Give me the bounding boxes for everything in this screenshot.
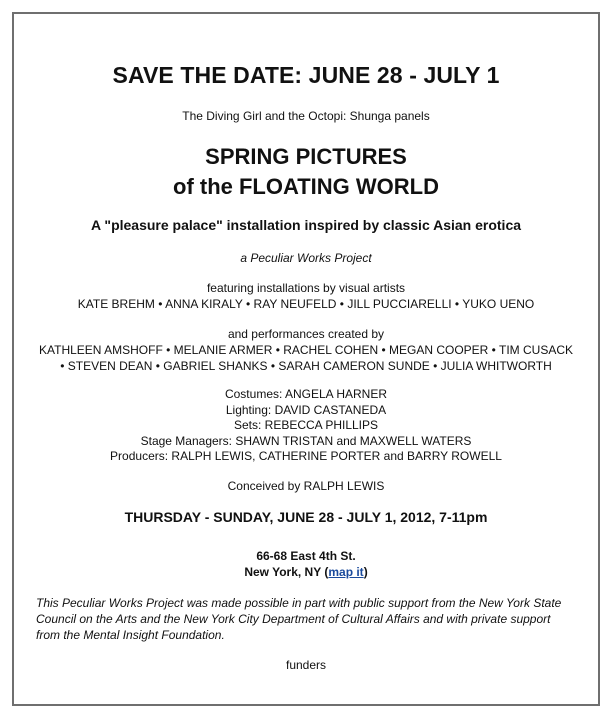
- page-frame: [12, 12, 600, 706]
- credit-sets: Sets: REBECCA PHILLIPS: [233, 418, 379, 432]
- credit-costumes: Costumes: ANGELA HARNER: [224, 387, 388, 401]
- project-label: a Peculiar Works Project: [240, 251, 372, 265]
- event-title-line-1: SPRING PICTURES: [205, 144, 407, 169]
- performance-creators: KATHLEEN AMSHOFF • MELANIE ARMER • RACHEL COHEN • MEGAN COOPER • TIM CUSACK • STEVEN DEAN • GABRIEL SHANKS • SARAH CAMERON SUNDE • JULIA WHITWORTH: [39, 343, 573, 373]
- event-title-line-2: of the FLOATING WORLD: [173, 174, 439, 199]
- installations-intro: featuring installations by visual artists: [206, 281, 406, 295]
- credit-stage-managers: Stage Managers: SHAWN TRISTAN and MAXWELL WATERS: [140, 433, 472, 448]
- map-it-link[interactable]: map it: [328, 564, 364, 579]
- address-city: New York, NY (: [244, 564, 329, 579]
- tagline: A "pleasure palace" installation inspired by classic Asian erotica: [90, 217, 522, 233]
- event-dates: THURSDAY - SUNDAY, JUNE 28 - JULY 1, 2012, 7-11pm: [124, 508, 488, 525]
- performances-intro: and performances created by: [227, 327, 385, 341]
- installations-section: [36, 280, 576, 312]
- event-title: [36, 142, 576, 202]
- address-close-paren: ): [363, 564, 368, 579]
- performances-section: [36, 326, 576, 374]
- installation-artists: KATE BREHM • ANNA KIRALY • RAY NEUFELD • JILL PUCCIARELLI • YUKO UENO: [77, 297, 535, 311]
- content-area: [14, 14, 598, 704]
- credits-list: [36, 387, 576, 465]
- venue-address: [36, 548, 576, 580]
- credit-lighting: Lighting: DAVID CASTANEDA: [225, 402, 387, 417]
- address-city-line: [36, 564, 576, 580]
- address-street: 66-68 East 4th St.: [256, 548, 356, 563]
- credit-producers: Producers: RALPH LEWIS, CATHERINE PORTER and BARRY ROWELL: [110, 449, 502, 463]
- save-the-date-headline: SAVE THE DATE: JUNE 28 - JULY 1: [112, 62, 500, 88]
- subtitle: The Diving Girl and the Octopi: Shunga panels: [182, 109, 430, 123]
- conceived-by: Conceived by RALPH LEWIS: [227, 478, 385, 493]
- support-statement: This Peculiar Works Project was made possible in part with public support from the New York State Council on the Arts and the New York City Department of Cultural Affairs and with private support from the Mental Insight Foundation.: [36, 595, 562, 642]
- funders-label: funders: [285, 657, 327, 672]
